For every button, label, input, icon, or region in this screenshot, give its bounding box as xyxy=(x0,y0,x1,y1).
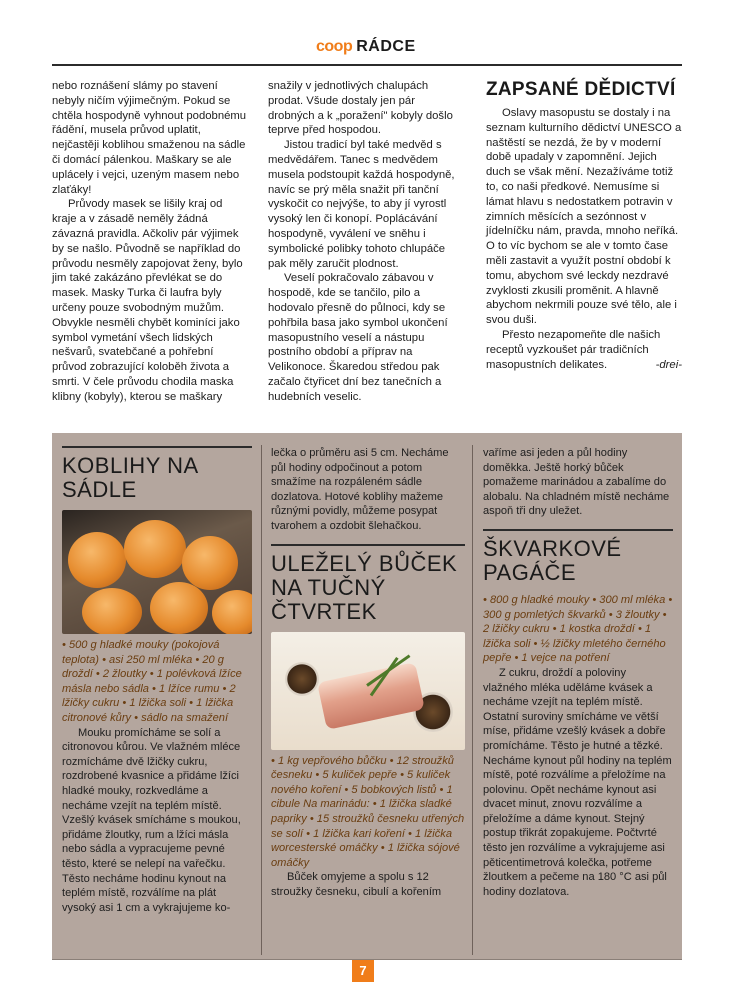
article-column-1 xyxy=(52,79,248,405)
recipe-title-koblihy: KOBLIHY NA SÁDLE xyxy=(62,446,252,502)
recipe-column-2 xyxy=(271,446,465,900)
recipe-method: lečka o průměru asi 5 cm. Necháme půl hodiny odpočinout a potom smažíme na rozpáleném sádle dozlatova. Hotové koblihy mažeme různými povidly, můžeme posypat tvarohem a ozdobit šlehačkou. xyxy=(271,447,449,532)
donut-image xyxy=(182,536,238,590)
donut-image xyxy=(82,588,142,634)
article-column-2 xyxy=(268,79,464,405)
ingredients-list: • 800 g hladké mouky • 300 ml mléka • 300 g pomletých škvarků • 3 žloutky • 2 lžičky cukru • 1 kostka droždí • 1 lžička soli • ½ lžičky mletého černého pepře • 1 vejce na potření xyxy=(483,593,673,665)
recipe-title-bucek: ULEŽELÝ BŮČEK NA TUČNÝ ČTVRTEK xyxy=(271,544,465,624)
donut-image xyxy=(68,532,126,588)
column-divider xyxy=(261,445,262,955)
recipe-method: vaříme asi jeden a půl hodiny doměkka. Ještě horký bůček pomažeme marinádou a zabalíme do alobalu. Na chladném místě necháme aspoň tři dny uležet. xyxy=(483,447,670,518)
recipe-method: Mouku promícháme se solí a citronovou kůrou. Ve vlažném mléce rozmícháme dvě lžičky cukru, rozdrobené kvasnice a přidáme lžíci hladké mouky, rozkvedláme a necháme vzejít na teplém místě. Vzešlý kvásek smícháme s moukou, přidáme žloutky, rum a lžíci másla nebo sádla a vypracujeme pevné těsto, které se nelepí na vařečku. Těsto necháme hodinu kynout na teplém místě, rozválíme na plát vysoký asi 1 cm a vykrajujeme ko- xyxy=(62,726,241,914)
article-paragraph: snažily v jednotlivých chalupách prodat. Všude dostaly jen pár drobných a k „poražení" kobyly došlo teprve před hospodou. xyxy=(268,80,453,137)
article-column-3 xyxy=(486,79,682,372)
ingredients-list: • 1 kg vepřového bůčku • 12 stroužků česneku • 5 kuliček pepře • 5 kuliček nového koření • 5 bobkových listů • 1 cibule Na marinádu: • 1 lžička sladké papriky • 15 stroužků česneku utřených se solí • 1 lžička kari koření • 1 lžička worcesterské omáčky • 1 lžička sójové omáčky xyxy=(271,754,465,869)
article-paragraph: Průvody masek se lišily kraj od kraje a v zásadě neměly žádná závazná pravidla. Ačkoliv pár výjimek by se našlo. Původně se například do průvodu nesměly zapojovat ženy, bylo jim také zakázáno převlékat se do masek. Masky Turka či laufra byly určeny pouze svobodným mužům. Obvykle nesměli chybět kominíci jako symbol vymetání všech lidských nešvarů, svatebčané a pohřební průvod zobrazující koloběh života a smrti. V čele průvodu chodila maska klibny (kobyly), kterou se maškary xyxy=(52,198,243,403)
donut-image xyxy=(124,520,186,578)
logo-coop: coop xyxy=(316,38,353,55)
article-paragraph-text: Přesto nezapomeňte dle našich receptů vyzkoušet pár tradičních masopustních delikates. xyxy=(486,328,661,371)
spice-bowl-image xyxy=(285,662,319,696)
page-header xyxy=(52,36,682,64)
recipe-column-1 xyxy=(62,446,252,915)
recipe-method: Z cukru, droždí a poloviny vlažného mléka uděláme kvásek a necháme vzejít na teplém místě. Ostatní suroviny smícháme ve větší míse, přidáme vzešlý kvásek a dobře promícháme. Těsto je hutné a tězké. Necháme kynout půl hodiny na teplém místě, poté rozválíme a přeložíme na polovinu. Opět necháme kynout asi dvacet minut, znovu rozválíme a přeložíme a dáme kynout. Stejný postup třikrát zopakujeme. Počtvrté těsto jen rozválíme a vykrajujeme asi pěticentimetrová kolečka, potřeme žloutkem a pečeme na 180 °C asi půl hodiny dozlatova. xyxy=(483,666,672,898)
donut-image xyxy=(212,590,252,634)
recipe-method: Bůček omyjeme a spolu s 12 stroužky česneku, cibulí a kořením xyxy=(271,871,442,898)
section-title: ZAPSANÉ DĚDICTVÍ xyxy=(486,79,676,100)
recipe-title-pagace: ŠKVARKOVÉ PAGÁČE xyxy=(483,529,673,585)
header-divider xyxy=(52,64,682,66)
article-paragraph: Jistou tradicí byl také medvěd s medvědářem. Tanec s medvědem musela podstoupit každá hospodyně, navíc se prý měla snažit při tanční vyskočit co nejvýše, to aby jí vyrostl vysoký len či konopí. Poplácávání hospodyně, vyválení ve sněhu i symbolické polibky tohoto chlupáče pak měly zaručit plodnost. xyxy=(268,139,455,270)
ingredients-list: • 500 g hladké mouky (pokojová teplota) • asi 250 ml mléka • 20 g droždí • 2 žloutky • 1 polévková lžíce másla nebo sádla • 1 lžíce rumu • 2 lžičky cukru • 1 lžička soli • 1 lžička citronové kůry • sádlo na smažení xyxy=(62,639,242,724)
recipe-column-3 xyxy=(483,446,673,899)
koblihy-photo xyxy=(62,510,252,634)
column-divider xyxy=(472,445,473,955)
article-paragraph: Veselí pokračovalo zábavou v hospodě, kde se tančilo, pilo a hodovalo přesně do půlnoci, kdy se pohřbila basa jako symbol ukončení masopustního veselí a nástupu postního období a příprav na Velikonoce. Škaredou středou pak začalo čtyřicet dní bez tanečních a hudebních veselic. xyxy=(268,272,448,403)
page-number: 7 xyxy=(352,960,374,982)
article-paragraph: Oslavy masopustu se dostaly i na seznam kulturního dědictví UNESCO a naštěstí se nezdá, že by v moderní době upadaly v zapomnění. Jejich duch se však mění. Nezažíváme totiž to, co naši předkové. Nemusíme si lámat hlavu s nedostatkem potravin v zimních měsících a sezónnost v jídelníčku nám, pravda, mnoho neříká. O to víc bychom se ale v tomto čase měli zastavit a využít postní období k tomu, abychom své leckdy nezdravé zvyklosti zkusili proměnit. A hlavně abychom nekrmili pouze své tělo, ale i svou duši. xyxy=(486,107,682,327)
coop-radce-logo xyxy=(316,38,416,56)
article-paragraph: nebo roznášení slámy po stavení nebyly ničím výjimečným. Pokud se chtěla hospodyně vyhnout podobnému řádění, musela průvod uplatit, nejčastěji koblihou smaženou na sádle či domácí pálenkou. Maškary se ale uplácely i vejci, uzeným masem nebo zlaťáky! xyxy=(52,80,247,196)
logo-radce: RÁDCE xyxy=(356,38,416,55)
donut-image xyxy=(150,582,208,634)
bucek-photo xyxy=(271,632,465,750)
author-signature: -drei- xyxy=(655,358,682,371)
article-paragraph xyxy=(486,328,682,372)
